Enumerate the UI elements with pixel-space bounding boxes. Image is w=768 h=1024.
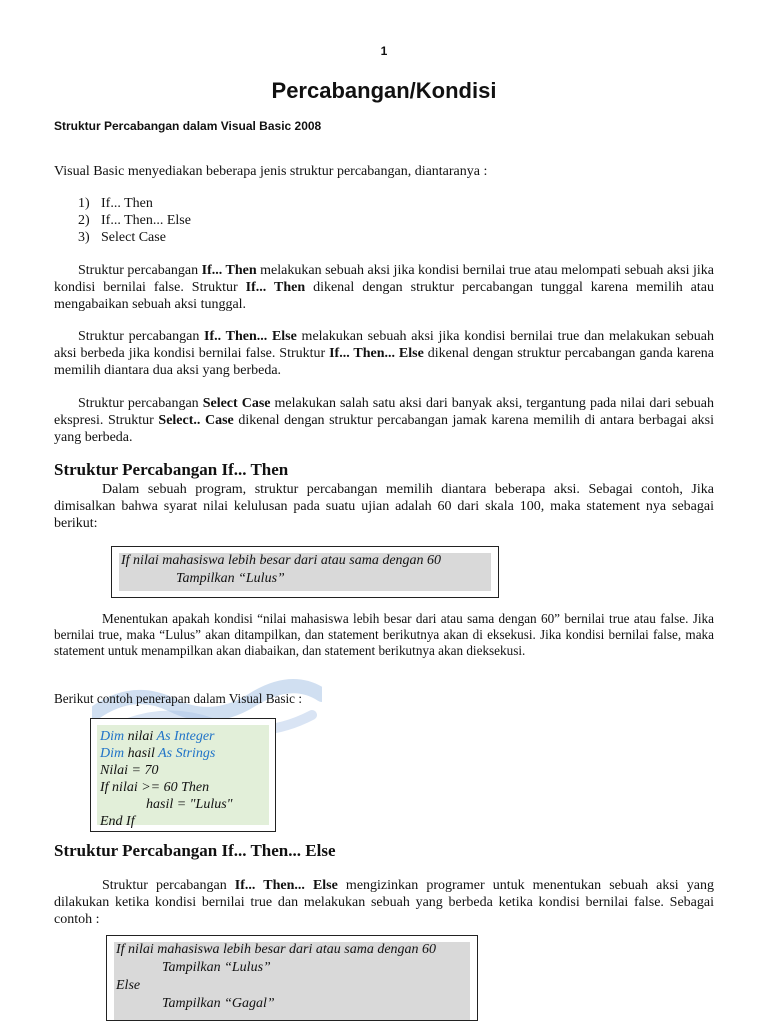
pseudocode-line: Tampilkan “Gagal”	[162, 996, 275, 1011]
text-run: melakukan sebuah aksi jika kondisi bernilai true atau melompati sebuah aksi jika kondisi bernilai false. Struktur	[54, 263, 715, 295]
code-line: End If	[100, 814, 135, 829]
code-line: hasil = "Lulus"	[146, 797, 233, 812]
list-number: 2)	[78, 213, 90, 228]
code-text: hasil	[124, 746, 159, 761]
code-example-box	[90, 718, 276, 832]
section-heading-if-then-else: Struktur Percabangan If... Then... Else	[54, 841, 336, 860]
keyword-text: If... Then... Else	[329, 346, 424, 361]
paragraph-select-case	[54, 395, 714, 446]
keyword-text: If... Then	[201, 263, 257, 278]
page-title: Percabangan/Kondisi	[271, 78, 497, 103]
code-keyword: Dim	[100, 746, 125, 761]
text-run: Struktur percabangan	[78, 263, 202, 278]
pseudocode-line: If nilai mahasiswa lebih besar dari atau sama dengan 60	[121, 553, 442, 568]
keyword-text: Select.. Case	[158, 413, 234, 428]
list-text: If... Then... Else	[101, 213, 191, 228]
list-item	[78, 212, 191, 229]
pseudocode-box-if-then	[111, 546, 499, 598]
code-keyword: As Strings	[158, 746, 216, 761]
text-run: Struktur percabangan	[78, 396, 203, 411]
section1-explanation	[54, 611, 714, 659]
pseudocode-line: Tampilkan “Lulus”	[176, 571, 285, 586]
branch-type-list	[78, 195, 191, 246]
text-run: melakukan sebuah aksi jika kondisi bernilai true dan melakukan sebuah aksi berbeda jika kondisi bernilai false. Struktur	[54, 329, 715, 361]
intro-paragraph: Visual Basic menyediakan beberapa jenis struktur percabangan, diantaranya :	[54, 164, 488, 179]
keyword-text: If... Then... Else	[234, 878, 338, 893]
pseudocode-line: Tampilkan “Lulus”	[162, 960, 271, 975]
keyword-text: If.. Then... Else	[204, 329, 297, 344]
text-run: Dalam sebuah program, struktur percabangan memilih diantara beberapa aksi. Sebagai contoh, Jika dimisalkan bahwa syarat nilai kelulusan pada suatu ujian adalah 60 dari skala 100, maka statement nya sebagai berikut:	[54, 482, 714, 531]
text-run: Menentukan apakah kondisi “nilai mahasiswa lebih besar dari atau sama dengan 60” bernilai true atau false. Jika bernilai true, maka “Lulus” akan ditampilkan, dan statement berikutnya akan di eksekusi. Jika kondisi bernilai false, maka statement untuk menampilkan akan diabaikan, dan statement berikutnya akan dieksekusi.	[54, 611, 714, 658]
pseudocode-line: Else	[116, 978, 141, 993]
code-line: If nilai >= 60 Then	[100, 780, 210, 795]
page-number: 1	[380, 44, 388, 58]
code-keyword: As Integer	[156, 729, 215, 744]
text-run: Struktur percabangan	[78, 329, 205, 344]
text-run: dikenal dengan struktur percabangan ganda karena memilih diantara dua aksi yang berbeda.	[54, 346, 715, 378]
section1-paragraph	[54, 481, 714, 532]
section2-paragraph	[54, 877, 714, 928]
text-run: dikenal dengan struktur percabangan tunggal karena memilih atau mengabaikan sebuah aksi tunggal.	[54, 280, 714, 312]
text-run: Struktur percabangan	[102, 878, 235, 893]
code-text: nilai	[124, 729, 157, 744]
list-number: 3)	[78, 230, 90, 245]
paragraph-if-then-else	[54, 328, 714, 379]
code-line	[100, 746, 215, 762]
keyword-text: Select Case	[202, 396, 271, 411]
pseudocode-box-if-then-else	[106, 935, 478, 1021]
document-subtitle: Struktur Percabangan dalam Visual Basic 2008	[54, 119, 322, 133]
list-text: Select Case	[101, 230, 166, 245]
code-keyword: Dim	[100, 729, 125, 744]
code-line	[100, 729, 214, 745]
keyword-text: If... Then	[245, 280, 306, 295]
pseudocode-line: If nilai mahasiswa lebih besar dari atau sama dengan 60	[116, 942, 437, 957]
text-run: mengizinkan programer untuk menentukan sebuah aksi yang dilakukan ketika kondisi bernilai true dan melakukan sebuah yang berbeda ketika kondisi bernilai false. Sebagai contoh :	[54, 878, 714, 927]
paragraph-if-then	[54, 262, 714, 313]
list-text: If... Then	[101, 196, 153, 211]
section-heading-if-then: Struktur Percabangan If... Then	[54, 460, 289, 479]
list-item	[78, 229, 191, 246]
list-item	[78, 195, 191, 212]
example-intro: Berikut contoh penerapan dalam Visual Basic :	[54, 691, 302, 706]
list-number: 1)	[78, 196, 90, 211]
text-run: dikenal dengan struktur percabangan jamak karena memilih di antara berbagai aksi yang berbeda.	[54, 413, 714, 445]
text-run: melakukan salah satu aksi dari banyak aksi, tergantung pada nilai dari sebuah ekspresi. Struktur	[54, 396, 715, 428]
code-line: Nilai = 70	[100, 763, 159, 778]
